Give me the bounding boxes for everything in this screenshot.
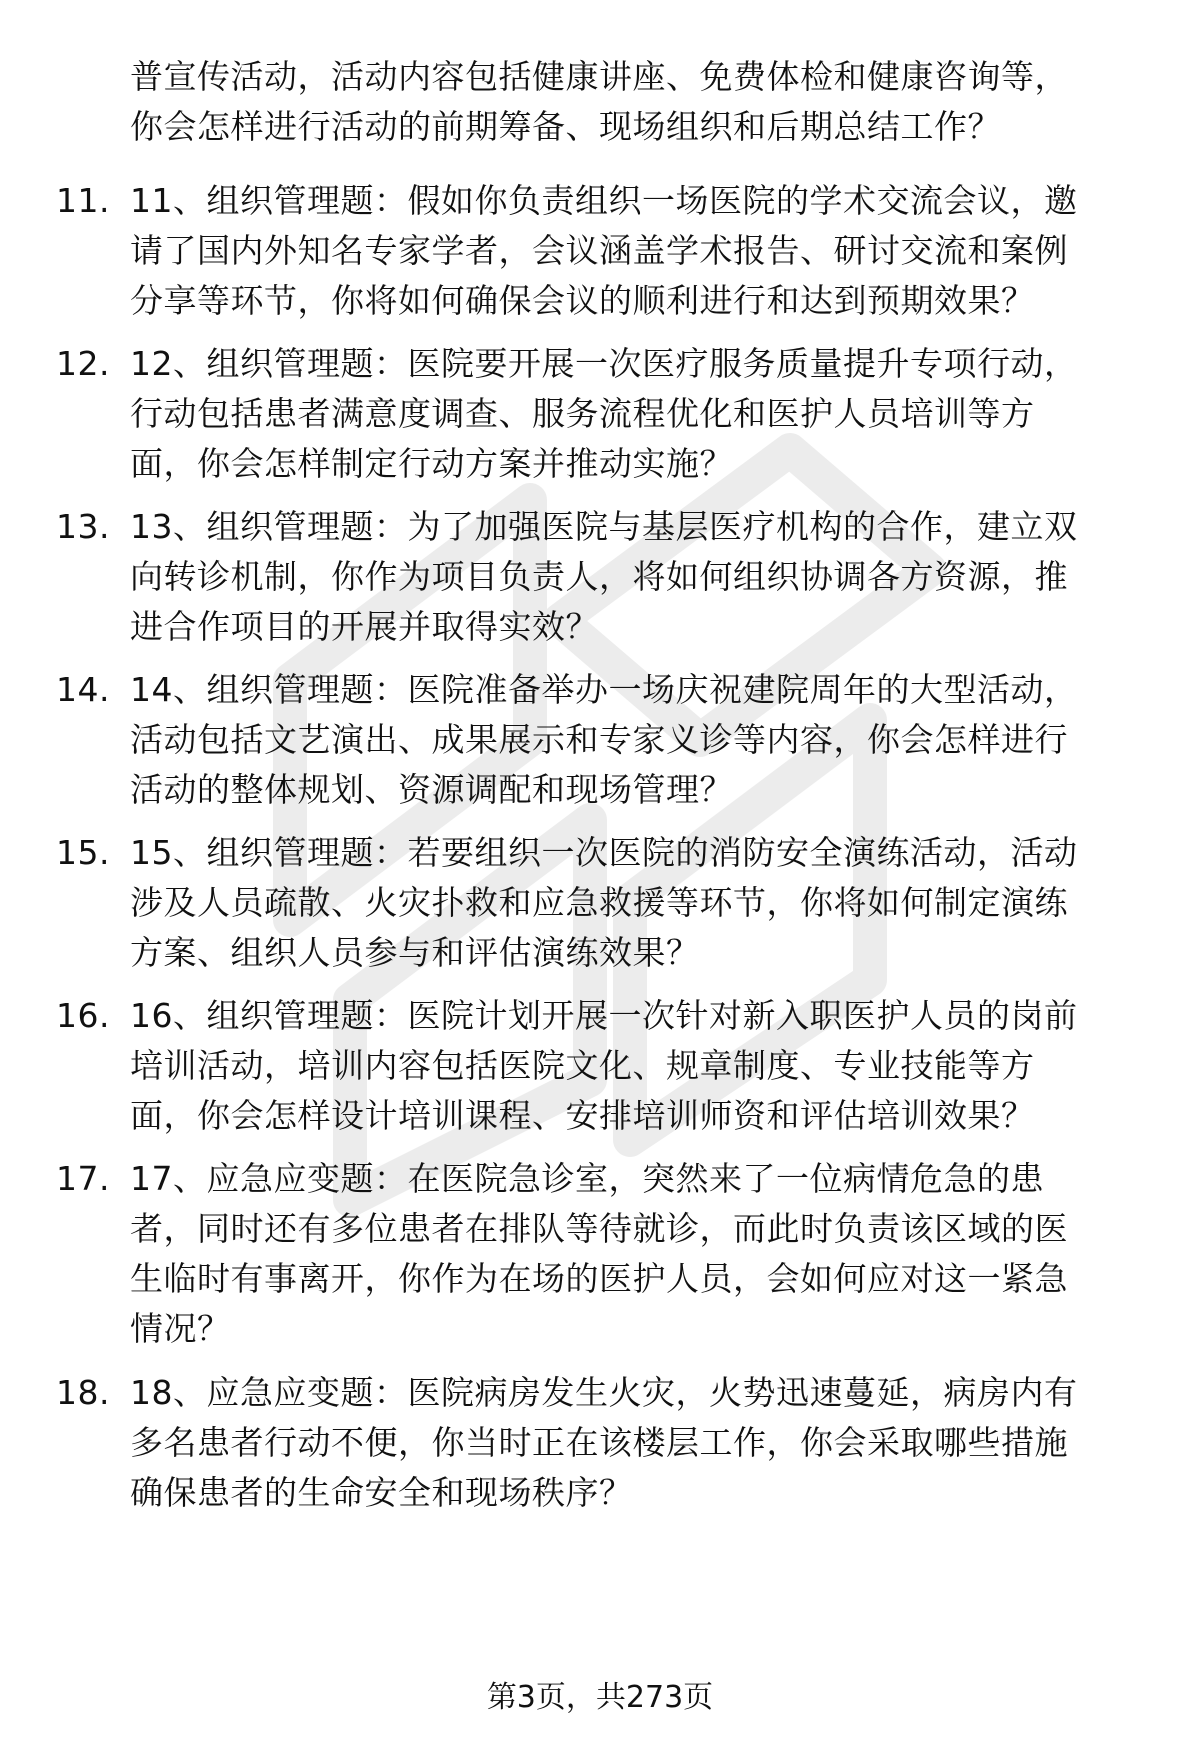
item-text: 16、组织管理题：医院计划开展一次针对新入职医护人员的岗前 培训活动，培训内容包括医院文化、规章制度、专业技能等方 面，你会怎样设计培训课程、安排培训师资和评估培训效果？	[130, 996, 1078, 1135]
item-text: 13、组织管理题：为了加强医院与基层医疗机构的合作，建立双 向转诊机制，你作为项目负责人，将如何组织协调各方资源，推 进合作项目的开展并取得实效？	[130, 507, 1078, 646]
item-text: 11、组织管理题：假如你负责组织一场医院的学术交流会议，邀 请了国内外知名专家学者，会议涵盖学术报告、研讨交流和案例 分享等环节，你将如何确保会议的顺利进行和达到预期效果？	[130, 181, 1078, 320]
continuation-paragraph	[130, 52, 1140, 152]
item-number: 13.	[56, 507, 110, 546]
item-number: 17.	[56, 1159, 110, 1198]
item-number: 15.	[56, 833, 110, 872]
page-footer: 第3页，共273页	[486, 1680, 714, 1715]
item-text: 14、组织管理题：医院准备举办一场庆祝建院周年的大型活动， 活动包括文艺演出、成果展示和专家义诊等内容，你会怎样进行 活动的整体规划、资源调配和现场管理？	[130, 670, 1078, 809]
item-number: 14.	[56, 670, 110, 709]
item-text: 15、组织管理题：若要组织一次医院的消防安全演练活动，活动 涉及人员疏散、火灾扑救和应急救援等环节，你将如何制定演练 方案、组织人员参与和评估演练效果？	[130, 833, 1078, 972]
continuation-text: 普宣传活动，活动内容包括健康讲座、免费体检和健康咨询等， 你会怎样进行活动的前期筹备、现场组织和后期总结工作？	[130, 57, 1068, 146]
item-text: 17、应急应变题：在医院急诊室，突然来了一位病情危急的患 者，同时还有多位患者在排队等待就诊，而此时负责该区域的医 生临时有事离开，你作为在场的医护人员，会如何应对这一紧急 情况？	[130, 1159, 1068, 1348]
item-number: 16.	[56, 996, 110, 1035]
item-text: 18、应急应变题：医院病房发生火灾，火势迅速蔓延，病房内有 多名患者行动不便，你当时正在该楼层工作，你会采取哪些措施 确保患者的生命安全和现场秩序？	[130, 1373, 1078, 1512]
item-number: 11.	[56, 181, 110, 220]
item-number: 18.	[56, 1373, 110, 1412]
item-number: 12.	[56, 344, 110, 383]
item-text: 12、组织管理题：医院要开展一次医疗服务质量提升专项行动， 行动包括患者满意度调查、服务流程优化和医护人员培训等方 面，你会怎样制定行动方案并推动实施？	[130, 344, 1078, 483]
